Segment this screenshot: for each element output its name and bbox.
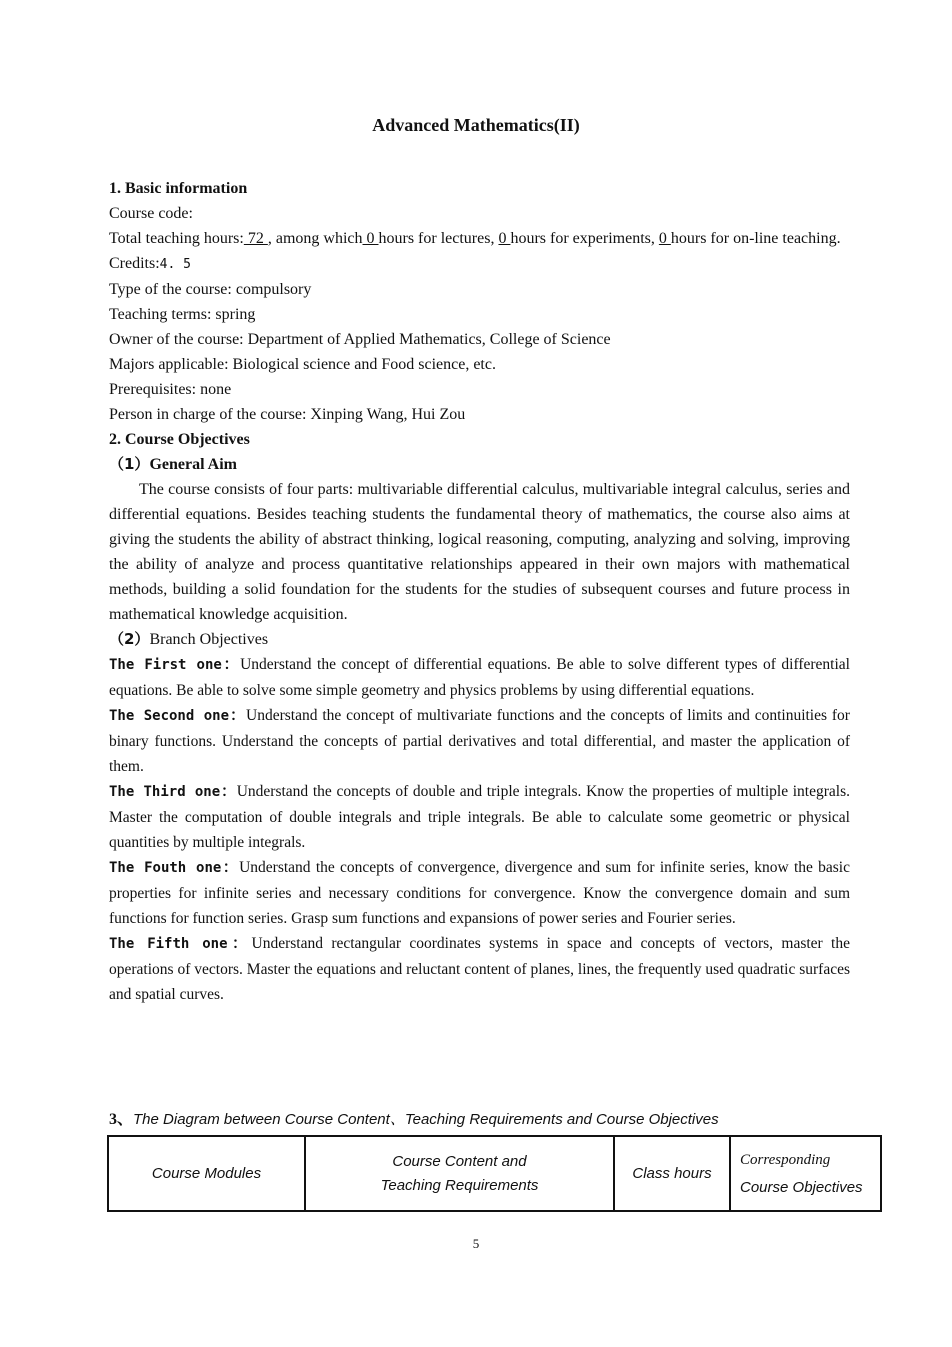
section3-heading: 3、The Diagram between Course Content、Teaching Requirements and Course Objectives [109, 1111, 719, 1128]
objective-item-3: The Third one：Understand the concepts of double and triple integrals. Know the properties of multiple integrals. Master the computation of double integrals and triple integrals. Be able to calculate some geometric or physical quantities by multiple integrals. [109, 782, 850, 851]
course-owner: Owner of the course: Department of Applied Mathematics, College of Science [109, 331, 611, 348]
teaching-hours: Total teaching hours: 72 , among which 0 hours for lectures, 0 hours for experiments, 0 hours for on-line teaching. [109, 230, 841, 247]
lecture-hours-value: 0 [362, 230, 379, 247]
credits: Credits:4. 5 [109, 255, 191, 272]
course-modules-table [107, 1135, 882, 1212]
col-course-objectives: Corresponding Course Objectives [730, 1136, 881, 1211]
table-header-row [108, 1136, 881, 1211]
col-course-modules: Course Modules [108, 1136, 305, 1211]
course-code: Course code: [109, 205, 193, 222]
branch-objectives-heading: （2）Branch Objectives [109, 630, 269, 648]
col-class-hours: Class hours [614, 1136, 730, 1211]
prerequisites: Prerequisites: none [109, 381, 232, 398]
teaching-terms: Teaching terms: spring [109, 306, 256, 323]
person-in-charge: Person in charge of the course: Xinping Wang, Hui Zou [109, 406, 466, 423]
general-aim-heading: （1）General Aim [109, 455, 237, 473]
document-body [109, 176, 850, 1007]
online-hours-value: 0 [658, 230, 671, 247]
objective-item-4: The Fouth one：Understand the concepts of convergence, divergence and sum for infinite series, know the basic properties for infinite series and necessary conditions for convergence. Know the convergence domain and sum functions for function series. Grasp sum functions and expansions of power series and Fourier series. [109, 858, 850, 927]
course-type: Type of the course: compulsory [109, 281, 312, 298]
objective-item-2: The Second one：Understand the concept of multivariate functions and the concepts of limits and continuities for binary functions. Understand the concepts of partial derivatives and total differential, and master the application of them. [109, 706, 850, 775]
objective-item-1: The First one：Understand the concept of differential equations. Be able to solve different types of differential equations. Be able to solve some simple geometry and physics problems by using differential equations. [109, 655, 850, 699]
basic-info-heading: 1. Basic information [109, 180, 248, 197]
page-number: 5 [472, 1236, 480, 1251]
majors-applicable: Majors applicable: Biological science and Food science, etc. [109, 356, 496, 373]
col-content-requirements: Course Content and Teaching Requirements [305, 1136, 614, 1211]
document-title: Advanced Mathematics(II) [372, 115, 580, 135]
course-objectives-heading: 2. Course Objectives [109, 431, 250, 448]
total-hours-value: 72 [243, 230, 268, 247]
general-aim-text: The course consists of four parts: multivariable differential calculus, multivariable integral calculus, series and differential equations. Besides teaching students the fundamental theory of mathematics, the course also aims at giving the students the ability of abstract thinking, logical reasoning, computing, analyzing and solving, improving the ability of analyze and process quantitative relationships appeared in their own majors with mathematical methods, building a solid foundation for the students for the studies of subsequent courses and future process in mathematical knowledge acquisition. [109, 481, 850, 623]
experiment-hours-value: 0 [498, 230, 511, 247]
objective-item-5: The Fifth one：Understand rectangular coordinates systems in space and concepts of vectors, master the operations of vectors. Master the equations and reluctant content of planes, lines, the frequently used quadratic surfaces and spatial curves. [109, 934, 850, 1003]
